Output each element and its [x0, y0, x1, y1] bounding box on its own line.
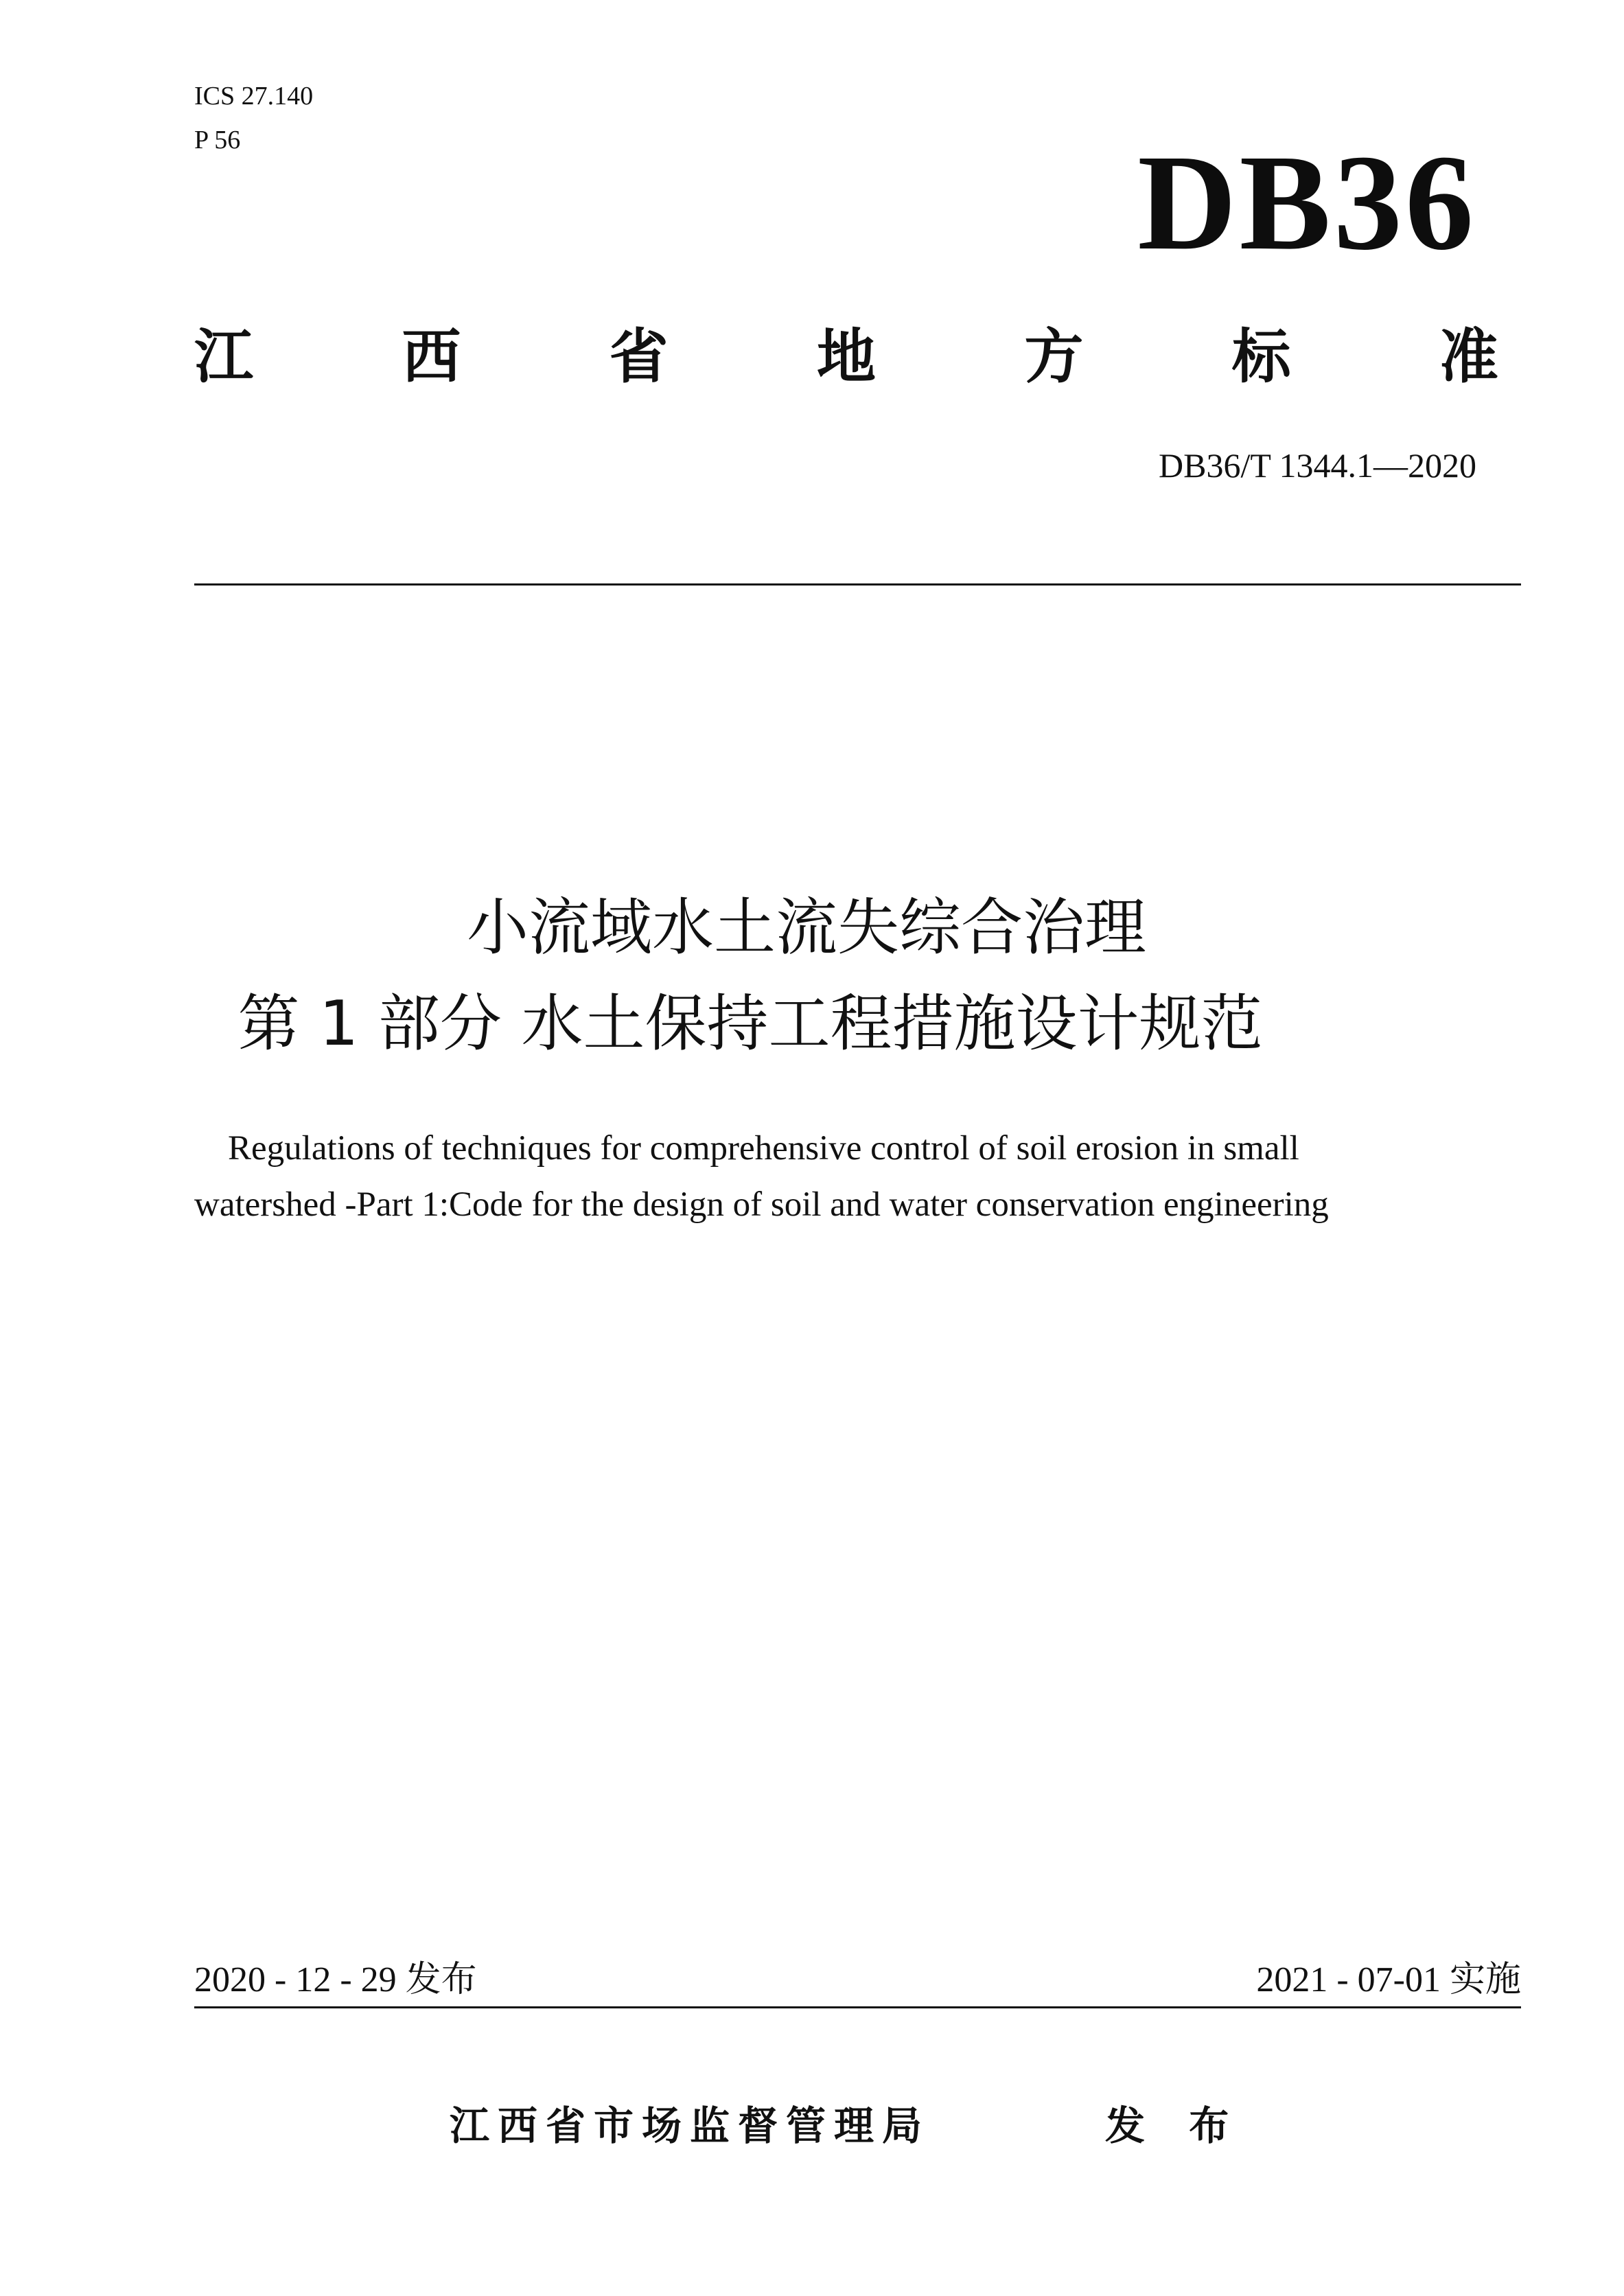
standard-type-char: 标 — [1231, 323, 1291, 391]
title-chinese-line-1: 小流域水土流失综合治理 — [467, 892, 1146, 964]
standard-type-char: 省 — [609, 323, 669, 391]
publisher-name: 江西省市场监督管理局 — [450, 2102, 931, 2149]
ics-code: ICS 27.140 — [194, 82, 314, 111]
standard-type-char: 准 — [1439, 323, 1498, 391]
standard-type-char: 江 — [194, 323, 253, 391]
title-english-line-1: Regulations of techniques for comprehensive control of soil erosion in small — [228, 1129, 1299, 1168]
standard-type-char: 方 — [1024, 323, 1084, 391]
db36-logo: DB36 — [1137, 127, 1476, 279]
classification-code: P 56 — [194, 126, 241, 154]
implementation-date: 2021 - 07-01 实施 — [1256, 1960, 1521, 1999]
standard-type-heading — [194, 323, 1498, 391]
standard-type-char: 西 — [402, 323, 461, 391]
standard-number: DB36/T 1344.1—2020 — [1159, 446, 1476, 485]
title-chinese-line-2: 第 1 部分 水土保持工程措施设计规范 — [237, 988, 1263, 1060]
bottom-divider — [194, 2006, 1521, 2008]
title-english-line-2: watershed -Part 1:Code for the design of soil and water conservation engineering — [194, 1185, 1329, 1224]
top-divider — [194, 583, 1521, 585]
publish-label: 发 布 — [1105, 2102, 1244, 2149]
standard-type-char: 地 — [816, 323, 876, 391]
release-date: 2020 - 12 - 29 发布 — [194, 1960, 477, 1999]
